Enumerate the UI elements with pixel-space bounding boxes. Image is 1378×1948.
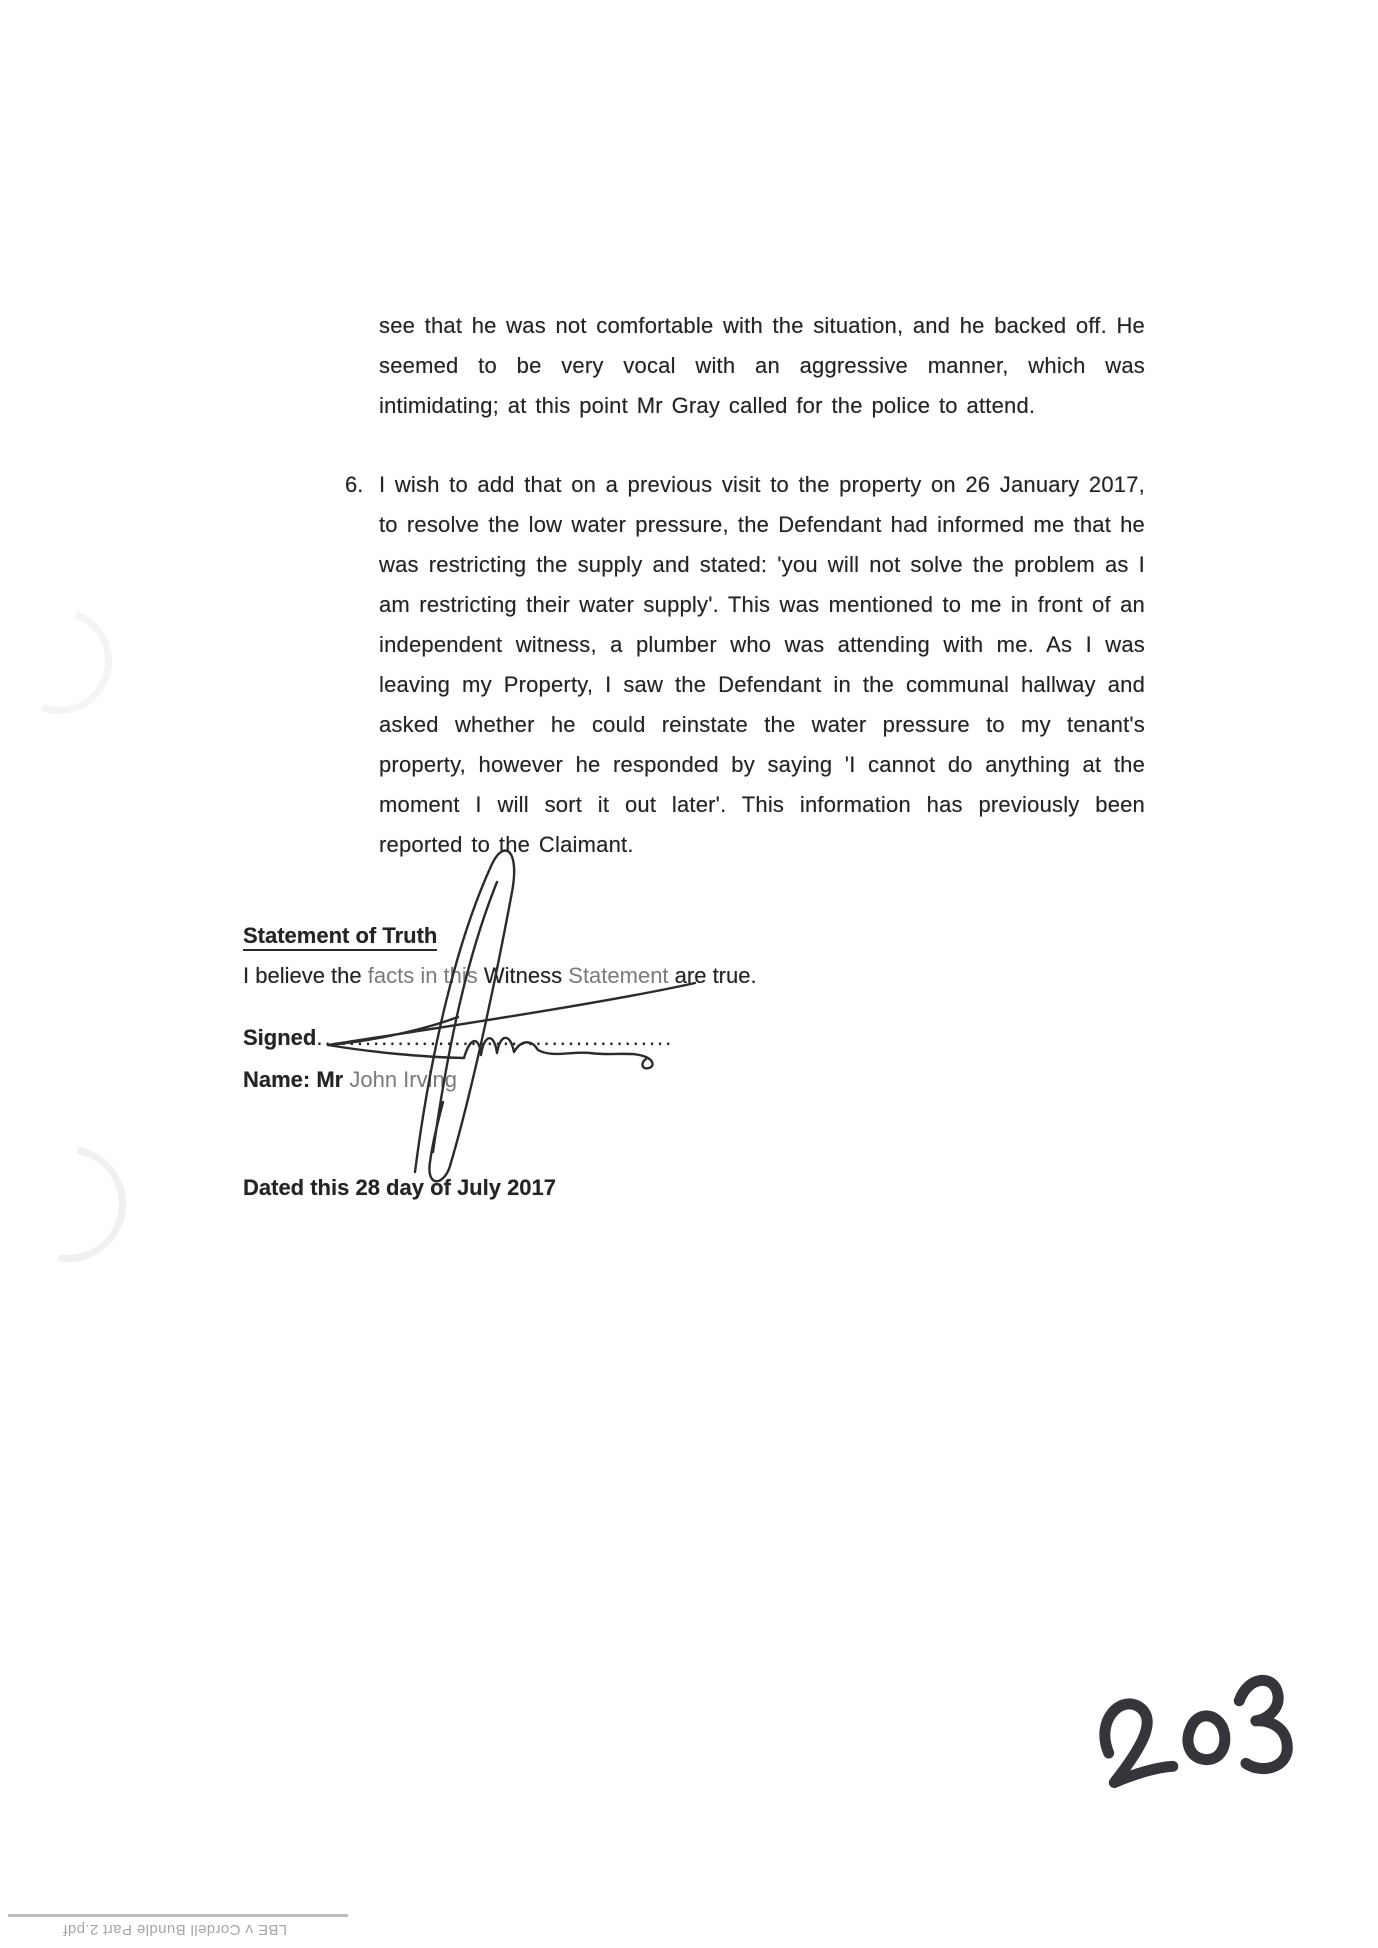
intro-paragraph: see that he was not comfortable with the situation, and he backed off. He seemed to be very vocal with an aggressive manner, which was intimidating; at this point Mr Gray called for the police to attend.: [379, 313, 1145, 418]
name-label: Name: Mr: [243, 1067, 350, 1092]
belief-text-faded: facts in this: [367, 963, 478, 988]
dated-line: Dated this 28 day of July 2017: [243, 1175, 557, 1200]
belief-text: I believe the: [243, 963, 368, 988]
hole-punch-mark: [0, 1123, 149, 1285]
item-6-paragraph: I wish to add that on a previous visit to the property on 26 January 2017, to resolve the low water pressure, the Defendant had informed me that he was restricting the supply and stated: 'you will not solve the problem as I am restricting their water supply'. This was mentioned to me in front of an independent witness, a plumber who was attending with me. As I was leaving my Property, I saw the Defendant in the communal hallway and asked whether he could reinstate the water pressure to my tenant's property, however he responded by saying 'I cannot do anything at the moment I will sort it out later'. This information has previously been reported to the Claimant.: [379, 472, 1145, 857]
signature-dotted-leader: ............................................: [316, 1025, 674, 1050]
footer-divider: [8, 1914, 348, 1917]
belief-text-faded: Statement: [568, 963, 669, 988]
item-6-number: 6.: [345, 472, 364, 497]
belief-text: Witness: [477, 963, 569, 988]
signed-label: Signed: [243, 1025, 317, 1050]
name-value: John Irving: [349, 1067, 457, 1092]
handwritten-page-number: [1078, 1659, 1318, 1825]
hole-punch-mark: [0, 591, 129, 732]
signature-scrawl: [280, 830, 720, 1200]
belief-text: are true.: [668, 963, 757, 988]
statement-of-truth-heading-text: Statement of Truth: [243, 923, 437, 951]
footer-filename: LBE v Cordell Bundle Part 2.pdf: [62, 1921, 288, 1938]
